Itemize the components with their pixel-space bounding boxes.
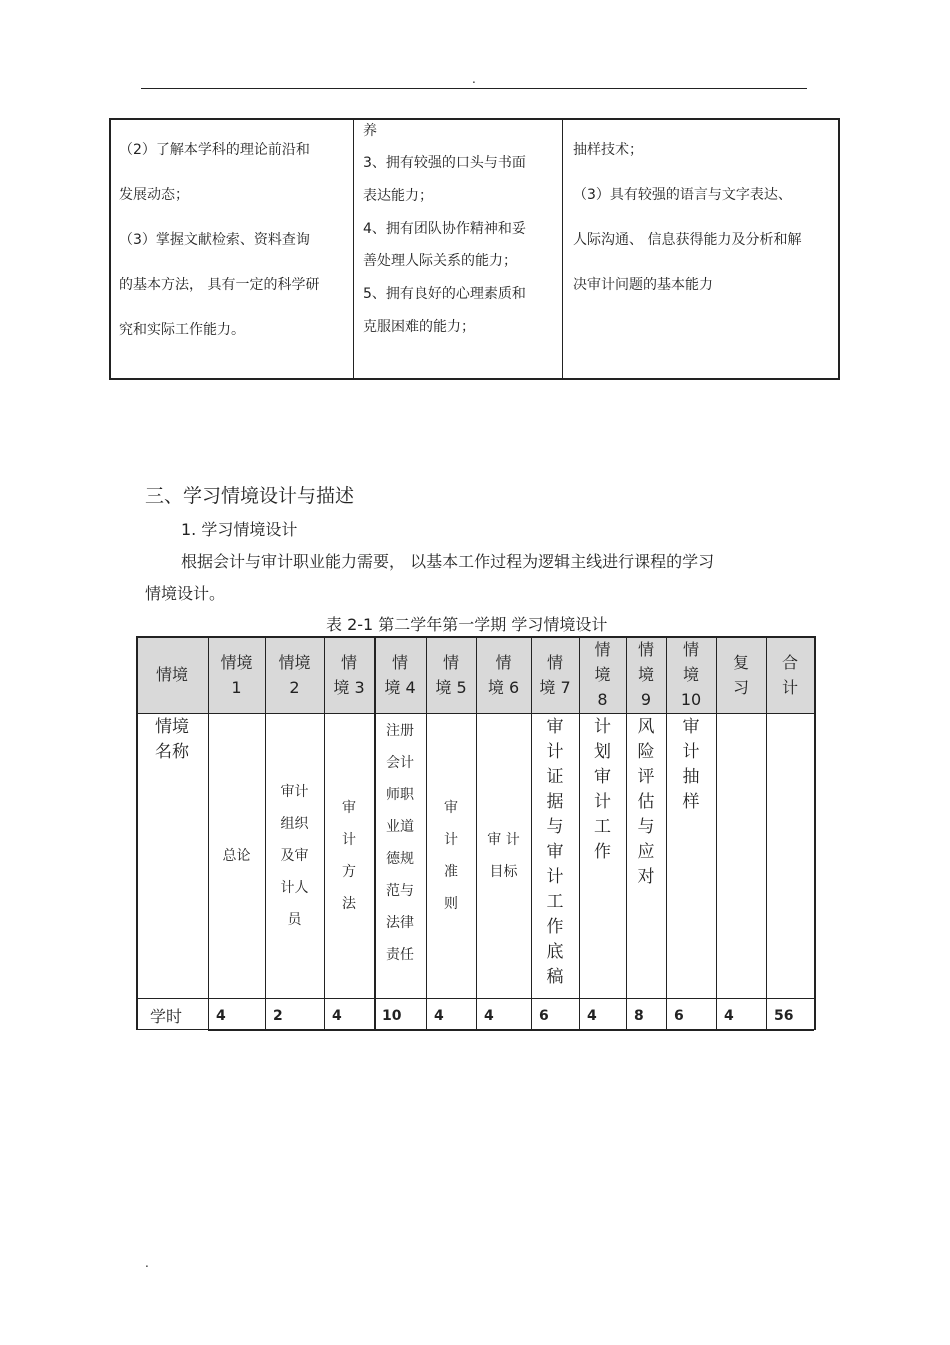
header-cell-line: 境 [637,665,654,684]
situation-name-line: 计 [594,792,611,812]
cell-line: 养 [363,123,377,139]
situation-name-cell [208,840,265,872]
header-cell-line: 情 [391,652,408,672]
situation-name-line: 底 [546,942,564,962]
situation-name-line: 范与 [386,883,414,899]
cell-line: 决审计问题的基本能力 [573,277,713,293]
situation-name-cell [579,715,626,865]
situation-name-line: 计 [444,831,458,848]
situation-name-line: 则 [444,895,458,912]
header-cell [136,662,208,687]
cell-line: （2）了解本学科的理论前沿和 [119,142,310,158]
hours-cell: 4 [216,1008,226,1024]
hours-cell: 6 [674,1008,684,1024]
situation-name-line: 会计 [386,755,414,771]
situation-name-cell [426,792,476,920]
header-cell-line: 情境 [155,665,188,684]
header-cell [666,637,716,712]
header-cell [716,650,766,700]
name-row-label-line: 情境 [155,717,189,737]
cell-line: 克服困难的能力； [363,319,475,335]
hours-cell: 10 [382,1008,402,1024]
header-cell-line: 复 [732,652,749,672]
header-cell [476,650,531,700]
situation-name-line: 审 [444,799,458,816]
header-rule [141,88,807,89]
situation-name-line: 审 [682,717,700,737]
header-cell-line: 8 [597,690,608,709]
row-line [208,1029,814,1031]
situation-name-line: 计 [342,831,356,848]
cell-line: （3）具有较强的语言与文字表达、 [573,187,792,203]
situation-name-line: 审计 [280,783,309,800]
situation-name-line: 审 计 [487,831,520,848]
cell-line: 3、拥有较强的口头与书面 [363,155,526,171]
header-cell-line: 2 [289,677,300,697]
section-subheading: 1. 学习情境设计 [181,520,298,539]
situation-name-line: 与 [546,817,564,837]
paragraph-line: 情境设计。 [145,584,226,603]
situation-name-line: 员 [287,911,302,928]
row-line [136,713,814,714]
situation-name-line: 计 [682,742,700,762]
header-cell-line: 境 [594,665,611,684]
header-cell-line: 情 [442,652,459,672]
row-line [136,1029,208,1030]
situation-name-line: 险 [637,742,655,762]
situation-name-line: 计人 [280,879,309,896]
header-cell [766,650,814,700]
header-cell-line: 习 [732,677,749,697]
cell-line: 抽样技术； [573,142,643,158]
hours-cell: 6 [539,1008,549,1024]
cell-line: 究和实际工作能力。 [119,322,245,338]
situation-name-line: 抽 [682,767,700,787]
header-cell-line: 10 [680,690,702,709]
competency-table [109,118,840,380]
situation-name-line: 与 [637,817,655,837]
situation-name-line: 计 [546,742,564,762]
situation-name-line: 目标 [489,863,518,880]
header-cell-line: 情 [682,640,699,659]
situation-name-cell [666,715,716,815]
situation-name-line: 划 [594,742,611,762]
situation-name-line: 方 [342,863,356,880]
hours-cell: 4 [724,1008,734,1024]
paragraph-line: 根据会计与审计职业能力需要， 以基本工作过程为逻辑主线进行课程的学习 [181,552,715,571]
hours-cell: 4 [484,1008,494,1024]
situation-name-line: 注册 [386,723,414,739]
situation-name-line: 作 [594,842,611,862]
name-row-label [136,715,208,765]
situation-name-line: 稿 [546,967,564,987]
section-heading: 三、学习情境设计与描述 [145,485,355,507]
name-row-label-line: 名称 [155,742,189,762]
cell-line: 表达能力； [363,188,433,204]
situation-name-line: 审 [342,799,356,816]
hours-cell: 4 [332,1008,342,1024]
situation-name-line: 样 [682,792,700,812]
situation-name-line: 法律 [386,915,414,931]
header-cell-line: 境 5 [435,677,467,697]
header-cell-line: 情境 [278,652,311,672]
cell-line: 5、拥有良好的心理素质和 [363,286,526,302]
situation-name-line: 准 [444,863,458,880]
situation-name-cell [531,715,579,990]
situation-design-table [136,636,814,1030]
situation-name-line: 责任 [386,947,414,963]
situation-name-cell [374,715,426,971]
table-caption: 表 2-1 第二学年第一学期 学习情境设计 [326,615,608,634]
cell-line: 善处理人际关系的能力； [363,253,517,269]
situation-name-line: 应 [637,842,655,862]
cell-line: 人际沟通、 信息获得能力及分析和解 [573,232,802,248]
footer-mark: . [145,1256,149,1270]
header-cell-line: 境 6 [487,677,520,697]
header-cell-line: 情 [495,652,512,672]
column-line [814,636,816,1030]
header-cell-line: 境 3 [333,677,365,697]
header-cell [208,650,265,700]
hours-cell: 4 [434,1008,444,1024]
column-divider [562,120,563,378]
situation-name-line: 据 [546,792,564,812]
header-cell-line: 情境 [220,652,253,672]
situation-name-line: 计 [594,717,611,737]
header-cell-line: 情 [546,652,563,672]
header-cell-line: 情 [594,640,611,659]
header-cell-line: 境 [682,665,699,684]
situation-name-line: 评 [637,767,655,787]
situation-name-cell [265,776,324,936]
situation-name-cell [476,824,531,888]
situation-name-line: 工 [594,817,611,837]
cell-line: 的基本方法， 具有一定的科学研 [119,277,320,293]
situation-name-line: 证 [546,767,564,787]
header-cell-line: 情 [340,652,357,672]
situation-name-cell [324,792,374,920]
header-cell [626,637,666,712]
situation-name-line: 组织 [280,815,309,832]
header-cell-line: 情 [637,640,654,659]
situation-name-line: 审 [594,767,611,787]
cell-line: 发展动态； [119,187,189,203]
header-cell [265,650,324,700]
hours-cell: 4 [587,1008,597,1024]
header-cell [531,650,579,700]
situation-name-line: 审 [546,717,564,737]
situation-name-line: 总论 [222,847,251,864]
hours-cell: 2 [273,1008,283,1024]
header-cell-line: 境 4 [384,677,416,697]
situation-name-line: 审 [546,842,564,862]
situation-name-cell [626,715,666,890]
hours-row-label: 学时 [150,1007,183,1026]
header-cell-line: 计 [781,677,798,697]
situation-name-line: 估 [637,792,655,812]
situation-name-line: 风 [637,717,655,737]
header-cell [324,650,374,700]
header-cell-line: 境 7 [539,677,571,697]
situation-name-line: 业道 [386,819,414,835]
header-cell [374,650,426,700]
situation-name-line: 工 [546,892,564,912]
situation-name-line: 法 [342,895,356,912]
situation-name-line: 及审 [280,847,309,864]
hours-cell: 56 [774,1008,794,1024]
hours-cell: 8 [634,1008,644,1024]
column-line [136,636,138,1030]
situation-name-line: 德规 [386,851,414,867]
situation-name-line: 作 [546,917,564,937]
cell-line: 4、拥有团队协作精神和妥 [363,221,526,237]
column-divider [353,120,354,378]
header-cell [426,650,476,700]
situation-name-line: 对 [637,867,655,887]
situation-name-line: 师职 [386,787,414,803]
header-cell [579,637,626,712]
header-cell-line: 1 [231,677,242,697]
situation-name-line: 计 [546,867,564,887]
cell-line: （3）掌握文献检索、资料查询 [119,232,310,248]
header-cell-line: 9 [640,690,652,709]
header-mark: . [472,72,476,86]
row-line [136,998,814,999]
header-cell-line: 合 [781,652,798,672]
